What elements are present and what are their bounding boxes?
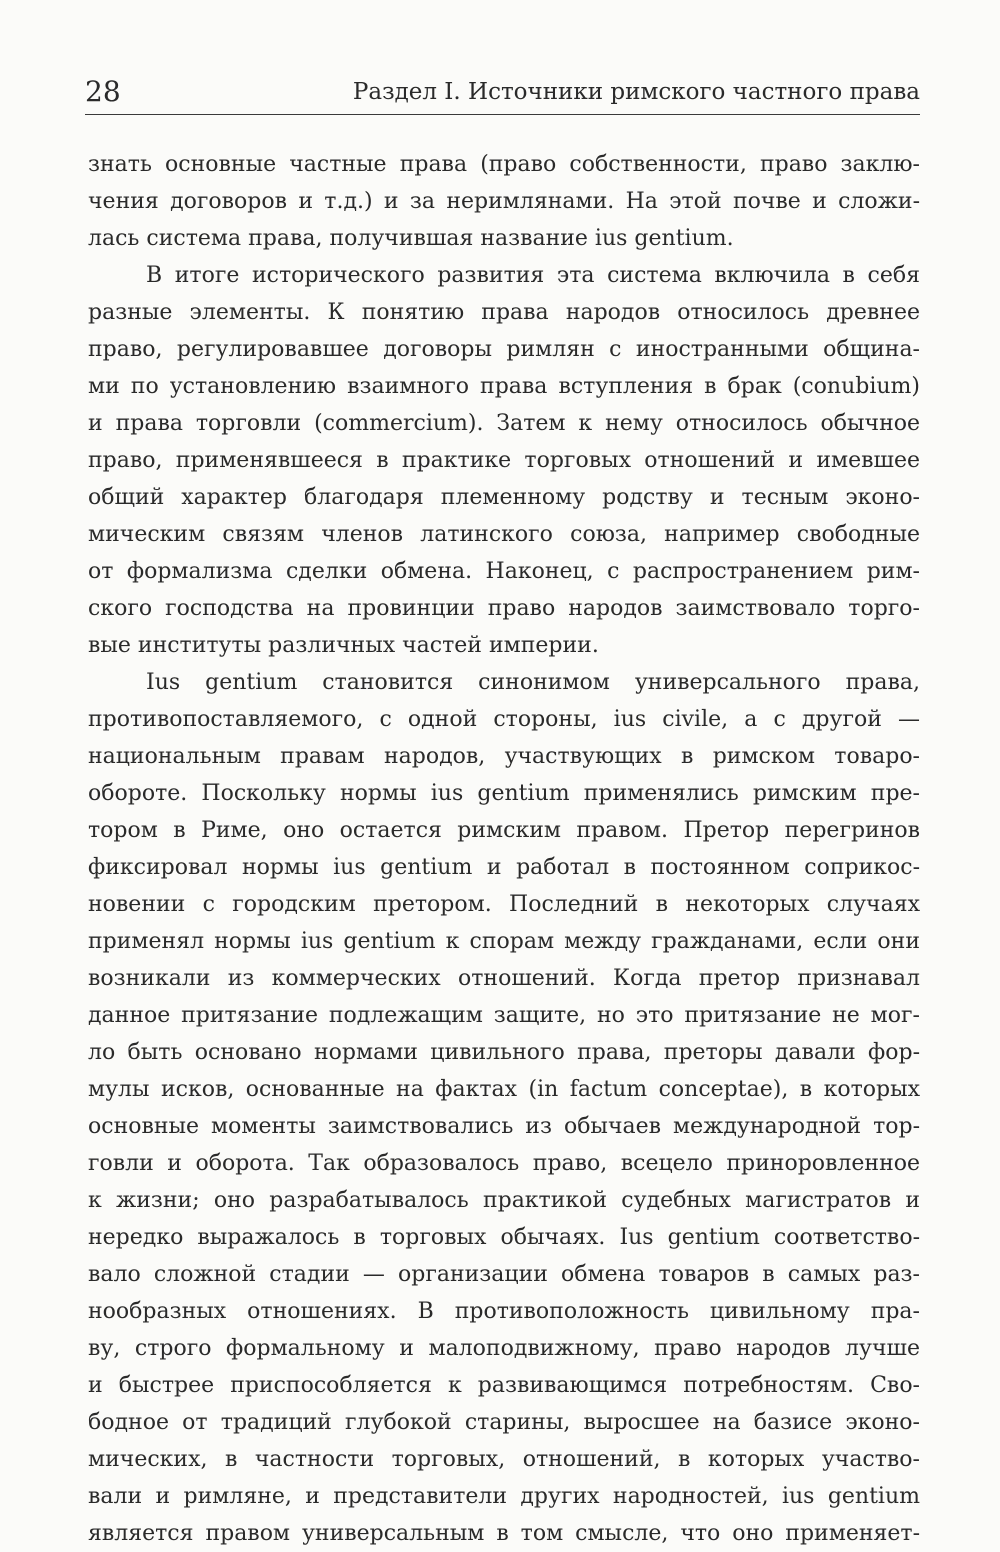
text-line: от формализма сделки обмена. Наконец, с распространением рим- bbox=[88, 559, 920, 584]
text-line: вало сложной стадии — организации обмена товаров в самых раз- bbox=[88, 1262, 920, 1287]
text-line: говли и оборота. Так образовалось право, всецело приноровленное bbox=[88, 1151, 920, 1176]
text-line: право, регулировавшее договоры римлян с иностранными община- bbox=[88, 337, 920, 362]
text-line: ло быть основано нормами цивильного права, преторы давали фор- bbox=[88, 1040, 920, 1065]
text-line: бодное от традиций глубокой старины, выросшее на базисе эконо- bbox=[88, 1410, 920, 1435]
text-line: и права торговли (commercium). Затем к нему относилось обычное bbox=[88, 411, 920, 436]
text-line: возникали из коммерческих отношений. Когда претор признавал bbox=[88, 966, 920, 991]
text-line: вые институты различных частей империи. bbox=[88, 633, 599, 658]
text-line: является правом универсальным в том смысле, что оно применяет- bbox=[88, 1521, 920, 1546]
text-line: нообразных отношениях. В противоположность цивильному пра- bbox=[88, 1299, 920, 1324]
text-line: право, применявшееся в практике торговых отношений и имевшее bbox=[88, 448, 920, 473]
text-line: и быстрее приспособляется к развивающимся потребностям. Сво- bbox=[88, 1373, 920, 1398]
text-line: национальным правам народов, участвующих в римском товаро- bbox=[88, 744, 920, 769]
text-line: знать основные частные права (право собственности, право заклю- bbox=[88, 152, 920, 177]
text-line: основные моменты заимствовались из обычаев международной тор- bbox=[88, 1114, 920, 1139]
text-line: тором в Риме, оно остается римским правом. Претор перегринов bbox=[88, 818, 920, 843]
text-line: данное притязание подлежащим защите, но это притязание не мог- bbox=[88, 1003, 920, 1028]
text-line: В итоге исторического развития эта система включила в себя bbox=[146, 263, 920, 288]
body-text bbox=[88, 146, 920, 1552]
text-line: общий характер благодаря племенному родству и тесным эконо- bbox=[88, 485, 920, 510]
text-line: обороте. Поскольку нормы ius gentium применялись римским пре- bbox=[88, 781, 920, 806]
text-line: новении с городским претором. Последний в некоторых случаях bbox=[88, 892, 920, 917]
text-line: разные элементы. К понятию права народов относилось древнее bbox=[88, 300, 920, 325]
text-line: к жизни; оно разрабатывалось практикой судебных магистратов и bbox=[88, 1188, 920, 1213]
text-line: мическим связям членов латинского союза, например свободные bbox=[88, 522, 920, 547]
text-line: противопоставляемого, с одной стороны, ius civile, а с другой — bbox=[88, 707, 920, 732]
text-line: мулы исков, основанные на фактах (in factum conceptae), в которых bbox=[88, 1077, 920, 1102]
text-line: применял нормы ius gentium к спорам между гражданами, если они bbox=[88, 929, 920, 954]
text-line: Ius gentium становится синонимом универсального права, bbox=[146, 670, 920, 695]
text-line: ми по установлению взаимного права вступления в брак (conubium) bbox=[88, 374, 920, 399]
text-line: мических, в частности торговых, отношений, в которых участво- bbox=[88, 1447, 920, 1472]
text-line: ву, строго формальному и малоподвижному, право народов лучше bbox=[88, 1336, 920, 1361]
text-line: чения договоров и т.д.) и за неримлянами. На этой почве и сложи- bbox=[88, 189, 920, 214]
text-line: ского господства на провинции право народов заимствовало торго- bbox=[88, 596, 920, 621]
page-number: 28 bbox=[85, 75, 121, 108]
text-line: фиксировал нормы ius gentium и работал в постоянном соприкос- bbox=[88, 855, 920, 880]
running-header bbox=[85, 70, 920, 115]
text-line: нередко выражалось в торговых обычаях. Ius gentium соответство- bbox=[88, 1225, 920, 1250]
text-line: лась система права, получившая название ius gentium. bbox=[88, 226, 734, 251]
text-line: вали и римляне, и представители других народностей, ius gentium bbox=[88, 1484, 920, 1509]
section-title: Раздел I. Источники римского частного права bbox=[352, 79, 920, 105]
